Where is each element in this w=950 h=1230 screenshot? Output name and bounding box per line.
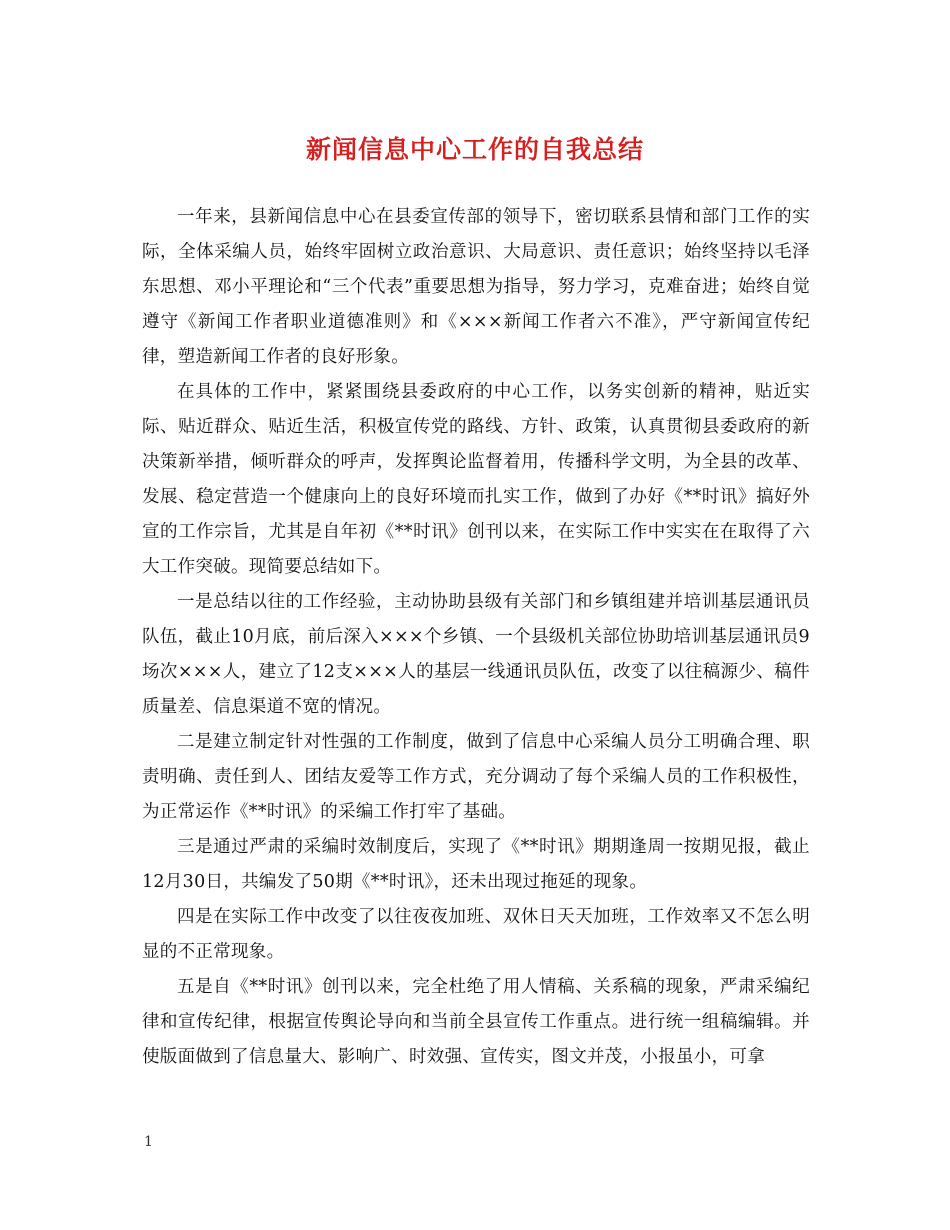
document-title: 新闻信息中心工作的自我总结	[305, 135, 644, 164]
paragraph: 四是在实际工作中改变了以往夜夜加班、双休日天天加班，工作效率又不怎么明显的不正常现象。	[142, 907, 810, 962]
document-body	[142, 200, 810, 1075]
paragraph: 在具体的工作中，紧紧围绕县委政府的中心工作，以务实创新的精神，贴近实际、贴近群众、贴近生活，积极宣传党的路线、方针、政策，认真贯彻县委政府的新决策新举措，倾听群众的呼声，发挥舆论监督着用，传播科学文明，为全县的改革、发展、稳定营造一个健康向上的良好环境而扎实工作，做到了办好《**时讯》搞好外宣的工作宗旨，尤其是自年初《**时讯》创刊以来，在实际工作中实实在在取得了六大工作突破。现简要总结如下。	[142, 382, 810, 577]
paragraph: 二是建立制定针对性强的工作制度，做到了信息中心采编人员分工明确合理、职责明确、责任到人、团结友爱等工作方式，充分调动了每个采编人员的工作积极性，为正常运作《**时讯》的采编工作打牢了基础。	[142, 732, 810, 822]
paragraph: 一是总结以往的工作经验，主动协助县级有关部门和乡镇组建并培训基层通讯员队伍，截止10月底，前后深入×××个乡镇、一个县级机关部位协助培训基层通讯员9场次×××人，建立了12支×××人的基层一线通讯员队伍，改变了以往稿源少、稿件质量差、信息渠道不宽的情况。	[142, 592, 810, 717]
paragraph: 五是自《**时讯》创刊以来，完全杜绝了用人情稿、关系稿的现象，严肃采编纪律和宣传纪律，根据宣传舆论导向和当前全县宣传工作重点。进行统一组稿编辑。并使版面做到了信息量大、影响广、时效强、宣传实，图文并茂，小报虽小，可拿	[142, 977, 810, 1067]
page-number: 1	[144, 1134, 153, 1150]
paragraph: 三是通过严肃的采编时效制度后，实现了《**时讯》期期逢周一按期见报，截止12月30日，共编发了50期《**时讯》，还未出现过拖延的现象。	[142, 837, 810, 892]
paragraph: 一年来，县新闻信息中心在县委宣传部的领导下，密切联系县情和部门工作的实际，全体采编人员，始终牢固树立政治意识、大局意识、责任意识；始终坚持以毛泽东思想、邓小平理论和“三个代表”重要思想为指导，努力学习，克难奋进；始终自觉遵守《新闻工作者职业道德准则》和《×××新闻工作者六不准》，严守新闻宣传纪律，塑造新闻工作者的良好形象。	[142, 207, 810, 367]
